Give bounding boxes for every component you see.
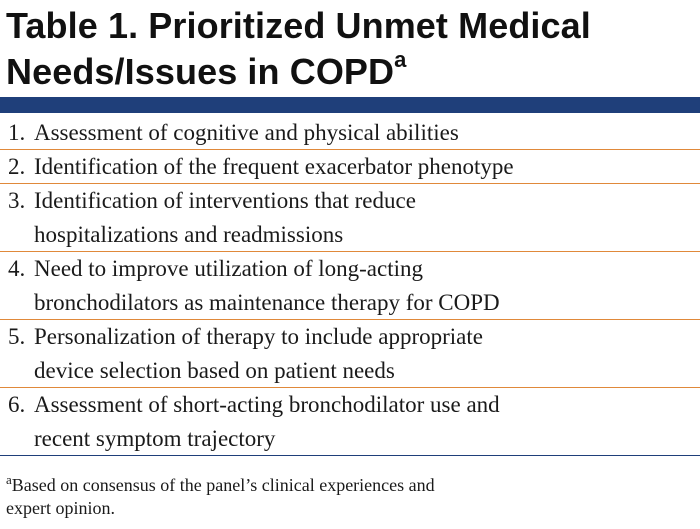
table-footnote <box>6 474 696 520</box>
row-text <box>34 184 694 252</box>
row-text-line: Assessment of cognitive and physical abilities <box>34 120 459 145</box>
table-row <box>0 116 700 150</box>
row-text-line: device selection based on patient needs <box>34 358 395 383</box>
footnote-marker: a <box>6 472 12 487</box>
row-text-line: hospitalizations and readmissions <box>34 222 344 247</box>
table-row <box>0 388 700 456</box>
table-title-line-2-text: Needs/Issues in COPD <box>6 51 395 92</box>
row-number: 6. <box>8 392 26 417</box>
row-text-line: Assessment of short-acting bronchodilator use and <box>34 392 500 417</box>
row-text-line: Identification of interventions that reduce <box>34 188 416 213</box>
footnote-line-1 <box>6 474 696 497</box>
row-number: 3. <box>8 188 26 213</box>
row-text <box>34 116 694 150</box>
row-number: 5. <box>8 324 26 349</box>
row-text <box>34 320 694 388</box>
row-text <box>34 150 694 184</box>
row-text-line: Personalization of therapy to include appropriate <box>34 324 483 349</box>
row-number: 1. <box>8 120 26 145</box>
table-row <box>0 150 700 184</box>
table-title-line-2 <box>6 49 700 95</box>
needs-table <box>0 116 700 456</box>
title-footnote-marker: a <box>394 47 407 72</box>
table-row <box>0 184 700 252</box>
row-text-line: Need to improve utilization of long-acting <box>34 256 423 281</box>
row-text-line: bronchodilators as maintenance therapy for COPD <box>34 290 500 315</box>
title-divider-bar <box>0 97 700 113</box>
footnote-line-2: expert opinion. <box>6 498 115 518</box>
row-number: 4. <box>8 256 26 281</box>
row-number: 2. <box>8 154 26 179</box>
table-row <box>0 252 700 320</box>
footnote-line-1-text: Based on consensus of the panel’s clinical experiences and <box>11 475 435 495</box>
row-text <box>34 252 694 320</box>
table-title-line-1: Table 1. Prioritized Unmet Medical <box>6 5 591 46</box>
row-text-line: Identification of the frequent exacerbator phenotype <box>34 154 514 179</box>
table-title <box>0 0 700 96</box>
table-row <box>0 320 700 388</box>
row-text-line: recent symptom trajectory <box>34 426 276 451</box>
row-text <box>34 388 694 456</box>
